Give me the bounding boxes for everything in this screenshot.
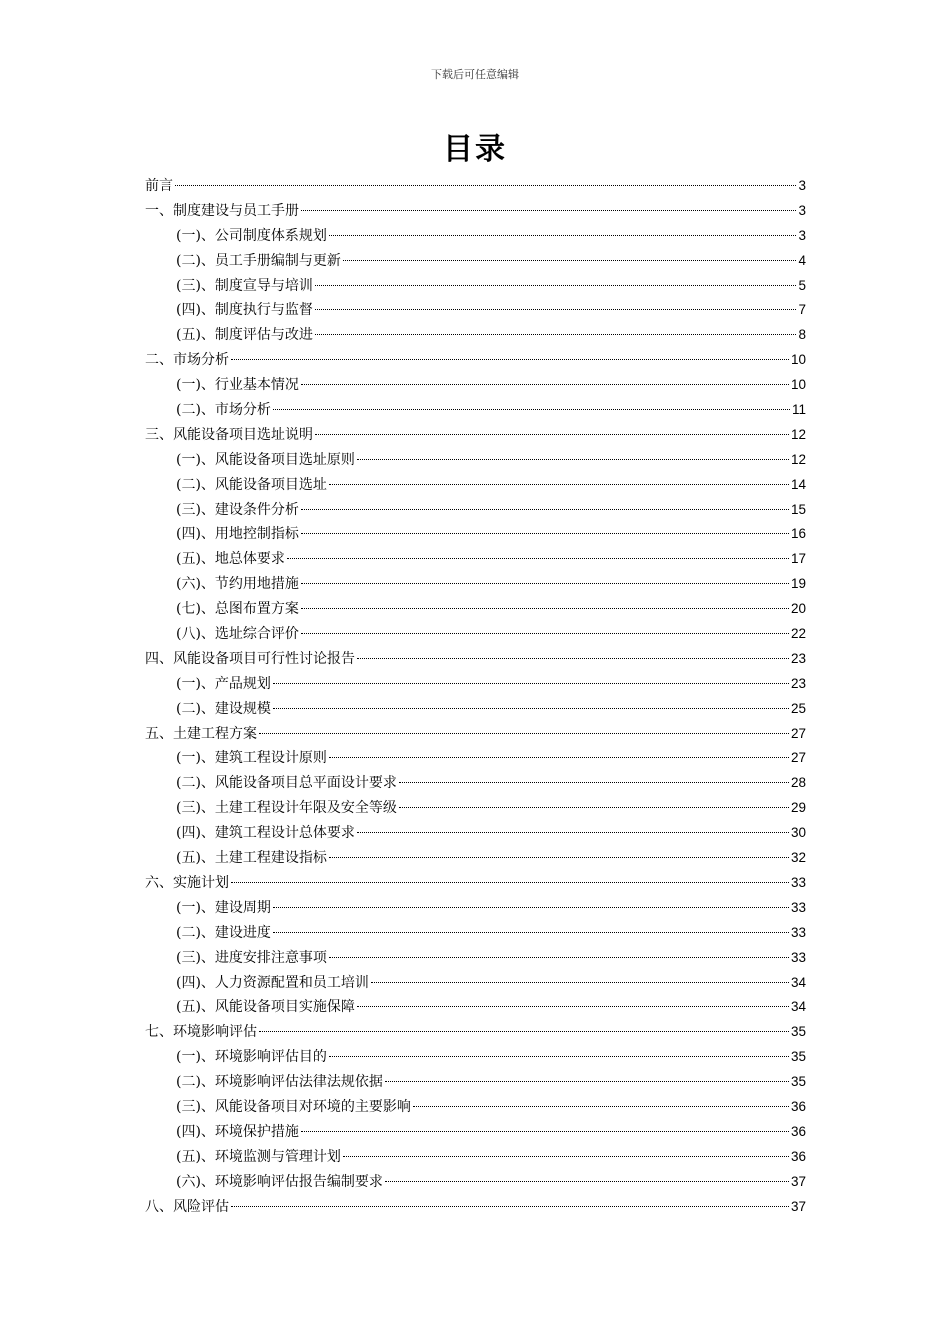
- toc-entry-page-number: 25: [790, 700, 806, 716]
- toc-entry-page-number: 37: [790, 1173, 806, 1189]
- toc-entry-page-number: 16: [790, 526, 806, 542]
- toc-entry-title: (二)、建设进度: [176, 924, 271, 941]
- toc-dot-leader: [287, 558, 789, 559]
- toc-entry-page-number: 27: [790, 725, 806, 741]
- toc-entry-title: (一)、产品规划: [176, 675, 271, 692]
- toc-entry[interactable]: [145, 1070, 806, 1095]
- toc-entry-page-number: 3: [798, 202, 806, 218]
- toc-entry-page-number: 4: [798, 252, 806, 268]
- toc-dot-leader: [399, 807, 789, 808]
- toc-entry[interactable]: [145, 373, 806, 398]
- toc-dot-leader: [301, 608, 789, 609]
- toc-dot-leader: [231, 882, 789, 883]
- toc-entry-title: (五)、制度评估与改进: [176, 327, 313, 344]
- toc-entry-page-number: 33: [790, 899, 806, 915]
- toc-entry[interactable]: [145, 697, 806, 722]
- toc-dot-leader: [315, 334, 797, 335]
- toc-entry-title: 三、风能设备项目选址说明: [145, 426, 313, 443]
- toc-dot-leader: [315, 285, 797, 286]
- toc-entry-page-number: 11: [791, 402, 806, 418]
- page-header: 下载后可任意编辑: [431, 68, 519, 81]
- toc-dot-leader: [315, 434, 789, 435]
- toc-entry[interactable]: [145, 971, 806, 996]
- toc-entry-page-number: 22: [790, 626, 806, 642]
- toc-entry-title: (二)、员工手册编制与更新: [176, 252, 341, 269]
- toc-entry[interactable]: [145, 796, 806, 821]
- toc-entry-page-number: 17: [790, 551, 806, 567]
- toc-entry[interactable]: [145, 1195, 806, 1220]
- toc-entry-title: (八)、选址综合评价: [176, 626, 299, 643]
- toc-entry-page-number: 37: [790, 1198, 806, 1214]
- toc-entry-page-number: 23: [790, 650, 806, 666]
- toc-title: 目录: [443, 132, 507, 167]
- toc-entry-title: (一)、公司制度体系规划: [176, 227, 327, 244]
- toc-entry-page-number: 14: [790, 476, 806, 492]
- toc-entry-title: (三)、土建工程设计年限及安全等级: [176, 800, 397, 817]
- toc-entry[interactable]: [145, 473, 806, 498]
- toc-dot-leader: [231, 1206, 789, 1207]
- toc-entry-page-number: 36: [790, 1098, 806, 1114]
- toc-entry-title: (四)、建筑工程设计总体要求: [176, 825, 355, 842]
- toc-dot-leader: [357, 1006, 789, 1007]
- toc-entry-page-number: 20: [790, 601, 806, 617]
- toc-dot-leader: [371, 982, 789, 983]
- toc-entry-title: (五)、土建工程建设指标: [176, 850, 327, 867]
- toc-entry[interactable]: [145, 672, 806, 697]
- toc-entry[interactable]: [145, 722, 806, 747]
- toc-entry[interactable]: [145, 1145, 806, 1170]
- toc-entry[interactable]: [145, 1170, 806, 1195]
- toc-entry-title: (三)、制度宣导与培训: [176, 277, 313, 294]
- toc-entry-title: (二)、风能设备项目选址: [176, 476, 327, 493]
- toc-entry-page-number: 35: [790, 1049, 806, 1065]
- toc-entry[interactable]: [145, 522, 806, 547]
- toc-entry-page-number: 19: [790, 576, 806, 592]
- toc-entry-page-number: 36: [790, 1123, 806, 1139]
- toc-entry-title: (五)、地总体要求: [176, 551, 285, 568]
- toc-entry[interactable]: [145, 821, 806, 846]
- toc-entry[interactable]: [145, 597, 806, 622]
- toc-entry-page-number: 35: [790, 1074, 806, 1090]
- toc-dot-leader: [259, 1031, 789, 1032]
- toc-dot-leader: [301, 384, 789, 385]
- toc-entry[interactable]: [145, 174, 806, 199]
- toc-entry[interactable]: [145, 846, 806, 871]
- toc-dot-leader: [273, 907, 789, 908]
- toc-dot-leader: [329, 857, 789, 858]
- toc-entry[interactable]: [145, 398, 806, 423]
- toc-dot-leader: [301, 633, 789, 634]
- toc-entry-page-number: 7: [798, 302, 806, 318]
- toc-dot-leader: [329, 757, 789, 758]
- toc-entry-title: (一)、建设周期: [176, 899, 271, 916]
- toc-entry-page-number: 3: [798, 178, 806, 193]
- toc-dot-leader: [231, 359, 789, 360]
- toc-entry-title: (五)、风能设备项目实施保障: [176, 999, 355, 1016]
- toc-entry-page-number: 29: [790, 800, 806, 816]
- toc-dot-leader: [385, 1081, 789, 1082]
- toc-entry-page-number: 33: [790, 924, 806, 940]
- toc-entry-title: (三)、进度安排注意事项: [176, 949, 327, 966]
- toc-entry[interactable]: [145, 224, 806, 249]
- toc-dot-leader: [357, 459, 789, 460]
- toc-entry-title: (二)、环境影响评估法律法规依据: [176, 1074, 383, 1091]
- toc-dot-leader: [301, 1131, 789, 1132]
- toc-entry-page-number: 12: [790, 426, 806, 442]
- toc-dot-leader: [273, 683, 789, 684]
- toc-entry[interactable]: [145, 572, 806, 597]
- toc-entry-title: (四)、用地控制指标: [176, 526, 299, 543]
- toc-entry-title: 一、制度建设与员工手册: [145, 202, 299, 219]
- toc-dot-leader: [329, 957, 789, 958]
- toc-entry[interactable]: [145, 274, 806, 299]
- toc-entry-title: (七)、总图布置方案: [176, 601, 299, 618]
- toc-dot-leader: [329, 484, 789, 485]
- toc-dot-leader: [385, 1181, 789, 1182]
- toc-dot-leader: [413, 1106, 789, 1107]
- toc-entry[interactable]: [145, 1045, 806, 1070]
- toc-entry[interactable]: [145, 622, 806, 647]
- toc-entry-title: (二)、风能设备项目总平面设计要求: [176, 775, 397, 792]
- toc-entry-page-number: 32: [790, 850, 806, 866]
- toc-entry-title: (二)、市场分析: [176, 402, 271, 419]
- toc-entry-page-number: 35: [790, 1024, 806, 1040]
- toc-entry-title: (四)、制度执行与监督: [176, 302, 313, 319]
- toc-dot-leader: [273, 409, 790, 410]
- toc-entry-page-number: 34: [790, 999, 806, 1015]
- toc-entry-page-number: 28: [790, 775, 806, 791]
- toc-entry-page-number: 23: [790, 675, 806, 691]
- toc-entry[interactable]: [145, 1120, 806, 1145]
- toc-dot-leader: [273, 708, 789, 709]
- toc-dot-leader: [273, 932, 789, 933]
- toc-entry-page-number: 36: [790, 1148, 806, 1164]
- toc-entry[interactable]: [145, 647, 806, 672]
- toc-entry[interactable]: [145, 348, 806, 373]
- toc-entry-title: (三)、风能设备项目对环境的主要影响: [176, 1098, 411, 1115]
- toc-entry-title: (三)、建设条件分析: [176, 501, 299, 518]
- toc-entry[interactable]: [145, 921, 806, 946]
- toc-entry[interactable]: [145, 199, 806, 224]
- toc-entry-title: (六)、环境影响评估报告编制要求: [176, 1173, 383, 1190]
- toc-dot-leader: [357, 832, 789, 833]
- toc-entry[interactable]: [145, 896, 806, 921]
- toc-dot-leader: [329, 235, 797, 236]
- toc-entry[interactable]: [145, 249, 806, 274]
- toc-entry-title: 七、环境影响评估: [145, 1024, 257, 1041]
- toc-dot-leader: [329, 1056, 789, 1057]
- toc-entry-title: 前言: [145, 178, 173, 194]
- toc-dot-leader: [343, 260, 797, 261]
- toc-entry[interactable]: [145, 995, 806, 1020]
- toc-entry[interactable]: [145, 498, 806, 523]
- toc-entry-title: (二)、建设规模: [176, 700, 271, 717]
- toc-entry-page-number: 10: [790, 352, 806, 368]
- toc-entry[interactable]: [145, 547, 806, 572]
- toc-entry[interactable]: [145, 448, 806, 473]
- toc-entry-page-number: 3: [798, 227, 806, 243]
- toc-entry-title: (一)、行业基本情况: [176, 377, 299, 394]
- toc-entry-page-number: 10: [790, 377, 806, 393]
- toc-entry[interactable]: [145, 423, 806, 448]
- toc-entry[interactable]: [145, 1020, 806, 1045]
- toc-entry-page-number: 12: [790, 451, 806, 467]
- toc-dot-leader: [357, 658, 789, 659]
- toc-entry-title: 四、风能设备项目可行性讨论报告: [145, 650, 355, 667]
- toc-entry[interactable]: [145, 946, 806, 971]
- toc-entry-title: 八、风险评估: [145, 1198, 229, 1215]
- toc-dot-leader: [259, 733, 789, 734]
- toc-dot-leader: [301, 509, 789, 510]
- toc-entry-page-number: 5: [798, 277, 806, 293]
- toc-dot-leader: [343, 1156, 789, 1157]
- toc-dot-leader: [301, 210, 796, 211]
- toc-entry-page-number: 8: [798, 327, 806, 343]
- toc-entry-title: (一)、环境影响评估目的: [176, 1049, 327, 1066]
- toc-entry[interactable]: [145, 1095, 806, 1120]
- toc-entry-page-number: 27: [790, 750, 806, 766]
- toc-entry-title: 二、市场分析: [145, 352, 229, 369]
- toc-entry-title: (六)、节约用地措施: [176, 576, 299, 593]
- toc-dot-leader: [175, 185, 796, 186]
- toc-dot-leader: [399, 782, 789, 783]
- toc-entry-title: (四)、环境保护措施: [176, 1123, 299, 1140]
- toc-entry[interactable]: [145, 871, 806, 896]
- toc-entry-title: (一)、建筑工程设计原则: [176, 750, 327, 767]
- toc-entry-title: (一)、风能设备项目选址原则: [176, 451, 355, 468]
- toc-entry-page-number: 15: [790, 501, 806, 517]
- toc-entry[interactable]: [145, 298, 806, 323]
- toc-dot-leader: [301, 583, 789, 584]
- toc-entry-page-number: 30: [790, 825, 806, 841]
- toc-entry-title: (五)、环境监测与管理计划: [176, 1148, 341, 1165]
- toc-entry-title: 六、实施计划: [145, 874, 229, 891]
- toc-entry-title: (四)、人力资源配置和员工培训: [176, 974, 369, 991]
- toc-entry[interactable]: [145, 746, 806, 771]
- toc-entry[interactable]: [145, 323, 806, 348]
- toc-dot-leader: [315, 309, 797, 310]
- toc-entry[interactable]: [145, 771, 806, 796]
- table-of-contents: [145, 174, 806, 1219]
- toc-dot-leader: [301, 533, 789, 534]
- toc-entry-title: 五、土建工程方案: [145, 725, 257, 742]
- toc-entry-page-number: 33: [790, 949, 806, 965]
- toc-entry-page-number: 33: [790, 874, 806, 890]
- toc-entry-page-number: 34: [790, 974, 806, 990]
